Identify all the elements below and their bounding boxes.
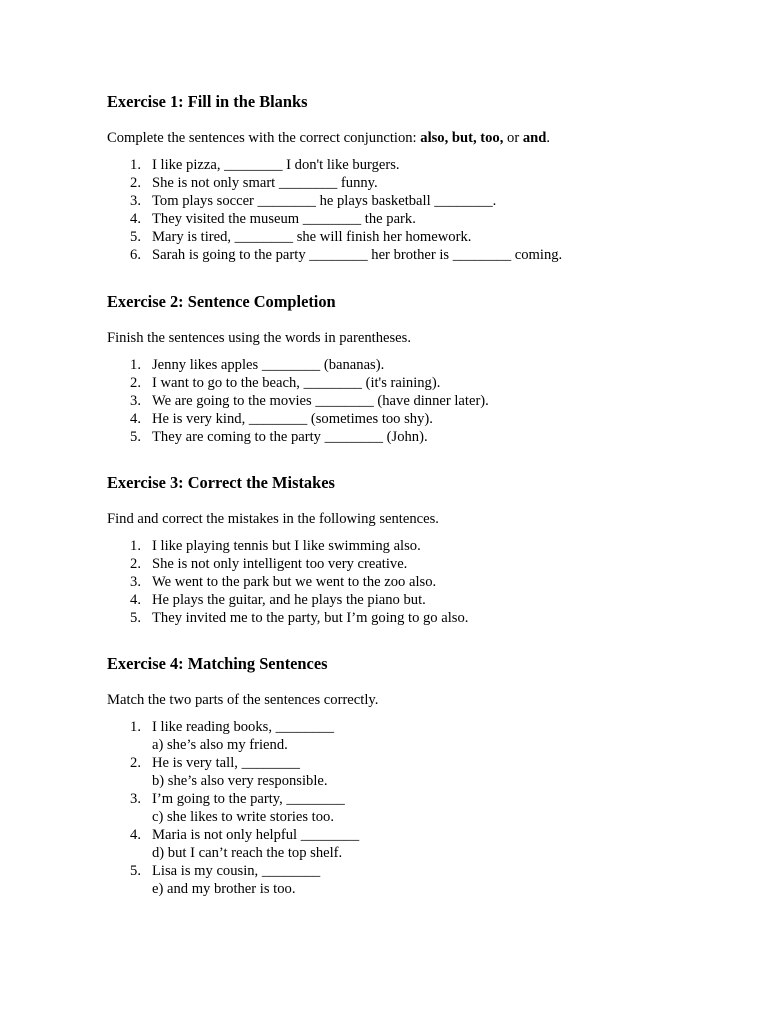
item-text: We are going to the movies ________ (have dinner later). [152,393,489,409]
list-item: 1. I like reading books, ________ a) she’s also my friend. [107,718,707,754]
item-text: She is not only intelligent too very creative. [152,556,408,572]
conjunction-list: also, but, too, [420,130,504,146]
match-option: c) she likes to write stories too. [152,809,334,825]
list-item: 4. They visited the museum ________ the park. [130,211,416,227]
exercise-1 [107,84,707,284]
instructions-or: or [503,130,523,146]
list-item: 5. Lisa is my cousin, ________ e) and my brother is too. [107,862,707,898]
item-text: I’m going to the party, ________ [152,791,345,807]
list-item: 4. Maria is not only helpful ________ d) but I can’t reach the top shelf. [107,826,707,862]
match-option: b) she’s also very responsible. [152,773,328,789]
item-text: Sarah is going to the party ________ her brother is ________ coming. [152,247,563,263]
item-text: I like playing tennis but I like swimming also. [152,538,421,554]
list-item: 2. I want to go to the beach, ________ (it's raining). [130,375,441,391]
conjunction-and: and [522,130,547,146]
list-item: 3. I’m going to the party, ________ c) she likes to write stories too. [107,790,707,826]
item-text: Lisa is my cousin, ________ [152,863,321,879]
item-text: They are coming to the party ________ (John). [152,429,428,445]
exercise-2-instructions: Finish the sentences using the words in parentheses. [107,330,411,346]
list-item: 4. He is very kind, ________ (sometimes too shy). [130,411,433,427]
item-text: He is very tall, ________ [152,755,300,771]
list-item: 5. Mary is tired, ________ she will finish her homework. [130,229,472,245]
exercise-4-list [107,718,707,898]
list-item: 3. We went to the park but we went to the zoo also. [130,574,437,590]
item-text: Tom plays soccer ________ he plays basketball ________. [152,193,497,209]
item-text: I want to go to the beach, ________ (it's raining). [152,375,441,391]
item-text: Mary is tired, ________ she will finish her homework. [152,229,472,245]
list-item: 5. They are coming to the party ________ (John). [130,429,428,445]
exercise-2-title: Exercise 2: Sentence Completion [107,292,336,311]
item-text: We went to the park but we went to the zoo also. [152,574,437,590]
list-item: 1. Jenny likes apples ________ (bananas). [130,357,385,373]
exercise-1-instructions-text: Complete the sentences with the correct conjunction: [107,130,421,146]
item-text: She is not only smart ________ funny. [152,175,378,191]
list-item: 2. She is not only smart ________ funny. [130,175,378,191]
item-text: They invited me to the party, but I’m going to go also. [152,610,469,626]
list-item: 1. I like pizza, ________ I don't like burgers. [130,157,400,173]
match-option: e) and my brother is too. [152,881,296,897]
match-option: a) she’s also my friend. [152,737,288,753]
instructions-period: . [546,130,551,146]
list-item: 2. She is not only intelligent too very creative. [130,556,408,572]
exercise-3-instructions: Find and correct the mistakes in the following sentences. [107,511,439,527]
item-text: Maria is not only helpful ________ [152,827,360,843]
exercise-4-instructions: Match the two parts of the sentences correctly. [107,692,379,708]
list-item: 6. Sarah is going to the party ________ her brother is ________ coming. [130,247,563,263]
item-text: I like reading books, ________ [152,719,334,735]
list-item: 1. I like playing tennis but I like swimming also. [130,538,421,554]
match-option: d) but I can’t reach the top shelf. [152,845,343,861]
worksheet-page [107,84,707,898]
list-item: 3. We are going to the movies ________ (have dinner later). [130,393,489,409]
list-item: 3. Tom plays soccer ________ he plays basketball ________. [130,193,497,209]
exercise-3 [107,465,707,646]
item-text: He is very kind, ________ (sometimes too shy). [152,411,433,427]
exercise-1-list [107,156,707,264]
exercise-2-list [107,356,707,446]
list-item: 2. He is very tall, ________ b) she’s also very responsible. [107,754,707,790]
item-text: He plays the guitar, and he plays the piano but. [152,592,426,608]
item-text: Jenny likes apples ________ (bananas). [152,357,385,373]
item-text: I like pizza, ________ I don't like burgers. [152,157,400,173]
exercise-4 [107,646,707,898]
list-item: 4. He plays the guitar, and he plays the piano but. [130,592,426,608]
exercise-3-list [107,537,707,627]
exercise-1-instructions [107,120,707,156]
exercise-1-title: Exercise 1: Fill in the Blanks [107,92,308,111]
exercise-3-title: Exercise 3: Correct the Mistakes [107,473,335,492]
exercise-4-title: Exercise 4: Matching Sentences [107,654,328,673]
exercise-2 [107,284,707,465]
item-text: They visited the museum ________ the park. [152,211,416,227]
list-item: 5. They invited me to the party, but I’m going to go also. [130,610,469,626]
